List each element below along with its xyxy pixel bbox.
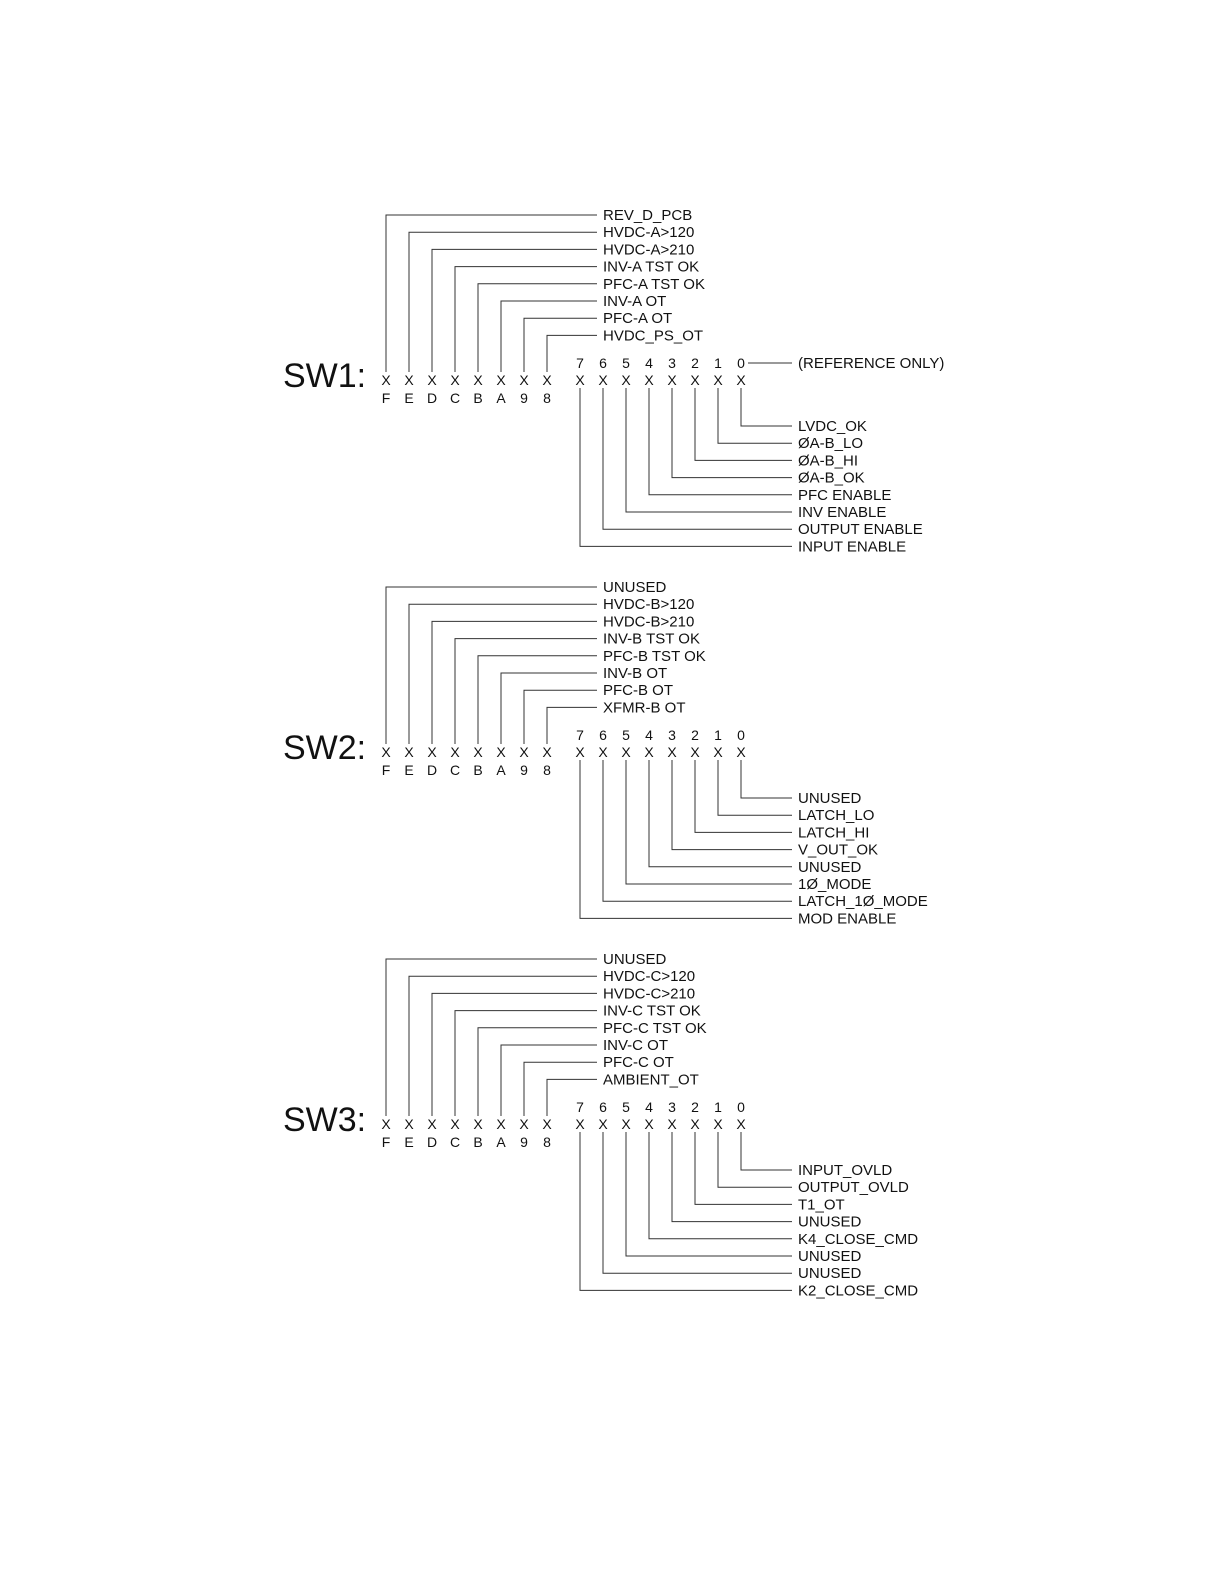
leader-line (524, 1062, 597, 1116)
state-mark: X (690, 744, 700, 760)
bit-index-upper: D (426, 1134, 438, 1150)
bit-index-lower: 7 (576, 355, 584, 371)
state-mark: X (542, 1116, 552, 1132)
bit-index-lower: 5 (622, 355, 630, 371)
state-mark: X (667, 1116, 677, 1132)
bit-index-upper: 8 (543, 390, 551, 406)
bit-index-upper: D (426, 762, 438, 778)
state-mark: X (450, 1116, 460, 1132)
state-mark: X (404, 744, 414, 760)
state-mark: X (427, 1116, 437, 1132)
state-mark: X (381, 372, 391, 388)
state-mark: X (450, 744, 460, 760)
bit-label-upper: XFMR-B OT (603, 699, 686, 717)
leader-line (524, 690, 597, 744)
bit-index-upper: C (449, 762, 461, 778)
bit-index-lower: 1 (714, 1099, 722, 1115)
bit-label-lower: K2_CLOSE_CMD (798, 1282, 919, 1300)
bit-index-lower: 3 (668, 355, 676, 371)
bit-index-upper: A (496, 762, 506, 778)
leader-line (547, 707, 597, 744)
leader-line (547, 335, 597, 372)
bit-label-upper: REV_D_PCB (603, 207, 693, 224)
state-mark: X (575, 744, 585, 760)
bit-label-upper: PFC-B TST OK (603, 647, 706, 665)
state-mark: X (427, 372, 437, 388)
bit-label-lower: T1_OT (798, 1196, 845, 1214)
bit-index-lower: 1 (714, 727, 722, 743)
leader-line (718, 760, 792, 815)
bit-label-upper: UNUSED (603, 951, 667, 968)
leader-line (695, 1132, 792, 1204)
bit-label-lower: OUTPUT ENABLE (798, 521, 923, 539)
bit-index-lower: 5 (622, 1099, 630, 1115)
bit-label-upper: INV-B OT (603, 665, 668, 682)
bit-index-lower: 2 (691, 1099, 699, 1115)
state-mark: X (473, 744, 483, 760)
state-mark: X (542, 744, 552, 760)
leader-line (386, 587, 597, 744)
state-mark: X (644, 744, 654, 760)
bit-label-upper: PFC-C TST OK (603, 1019, 707, 1037)
bit-index-lower: 0 (737, 355, 745, 371)
leader-line (741, 760, 792, 798)
state-mark: X (496, 744, 506, 760)
bit-label-lower: LATCH_LO (798, 807, 875, 825)
bit-index-upper: E (404, 762, 414, 778)
leader-line (672, 760, 792, 850)
state-mark: X (519, 1116, 529, 1132)
leader-line (672, 1132, 792, 1222)
leader-line (695, 388, 792, 460)
leader-line (409, 976, 597, 1116)
state-mark: X (598, 1116, 608, 1132)
bit-label-lower: PFC ENABLE (798, 486, 892, 504)
bit-label-upper: HVDC_PS_OT (603, 327, 704, 345)
bit-index-lower: 4 (645, 1099, 653, 1115)
state-mark: X (519, 744, 529, 760)
bit-label-lower: V_OUT_OK (798, 841, 879, 859)
state-mark: X (519, 372, 529, 388)
bit-label-upper: HVDC-B>120 (603, 596, 695, 614)
bit-index-upper: B (473, 1134, 483, 1150)
state-mark: X (496, 372, 506, 388)
bit-index-lower: 6 (599, 355, 607, 371)
bit-index-upper: A (496, 1134, 506, 1150)
bit-index-upper: F (381, 762, 391, 778)
bit-index-upper: A (496, 390, 506, 406)
bit-label-lower: UNUSED (798, 1265, 862, 1283)
state-mark: X (621, 744, 631, 760)
bit-label-upper: HVDC-C>120 (603, 968, 696, 986)
leader-line (626, 388, 792, 512)
state-mark: X (473, 1116, 483, 1132)
leader-line (580, 388, 792, 546)
state-mark: X (473, 372, 483, 388)
state-mark: X (621, 1116, 631, 1132)
state-mark: X (690, 1116, 700, 1132)
bit-index-upper: E (404, 1134, 414, 1150)
reference-note: (REFERENCE ONLY) (798, 355, 945, 372)
bit-label-lower: ØA-B_HI (798, 452, 859, 470)
switch-label-sw3: SW3: (283, 1101, 367, 1139)
bit-index-upper: 8 (543, 762, 551, 778)
leader-line (649, 760, 792, 867)
bit-label-upper: HVDC-C>210 (603, 985, 696, 1003)
state-mark: X (598, 744, 608, 760)
bit-index-upper: F (381, 1134, 391, 1150)
leader-line (626, 1132, 792, 1256)
leader-line (603, 388, 792, 529)
bit-label-upper: INV-C TST OK (603, 1002, 701, 1020)
state-mark: X (713, 1116, 723, 1132)
state-mark: X (404, 372, 414, 388)
bit-label-upper: PFC-A TST OK (603, 275, 705, 293)
bit-index-lower: 6 (599, 727, 607, 743)
bit-label-upper: PFC-C OT (603, 1054, 674, 1072)
bit-label-upper: HVDC-B>210 (603, 613, 695, 631)
bit-label-upper: INV-B TST OK (603, 630, 700, 648)
state-mark: X (667, 372, 677, 388)
bit-index-lower: 7 (576, 727, 584, 743)
leader-line (603, 1132, 792, 1273)
state-mark: X (381, 744, 391, 760)
bit-label-lower: ØA-B_LO (798, 435, 864, 453)
bit-index-upper: 8 (543, 1134, 551, 1150)
bit-label-upper: UNUSED (603, 579, 667, 596)
bit-index-upper: B (473, 390, 483, 406)
bit-index-upper: 9 (520, 1134, 528, 1150)
bit-index-upper: 9 (520, 390, 528, 406)
bit-label-lower: K4_CLOSE_CMD (798, 1230, 919, 1248)
bit-label-lower: LATCH_HI (798, 824, 870, 842)
bit-label-upper: HVDC-A>210 (603, 241, 695, 259)
bit-index-lower: 0 (737, 727, 745, 743)
leader-line (580, 1132, 792, 1290)
leader-line (741, 1132, 792, 1170)
leader-line (432, 249, 597, 372)
bit-index-upper: B (473, 762, 483, 778)
bit-index-lower: 4 (645, 727, 653, 743)
bit-label-lower: ØA-B_OK (798, 469, 865, 487)
bit-label-lower: LVDC_OK (798, 418, 867, 435)
state-mark: X (713, 372, 723, 388)
leader-line (741, 388, 792, 426)
bit-index-upper: C (449, 1134, 461, 1150)
bit-label-upper: INV-C OT (603, 1037, 669, 1054)
bit-index-upper: C (449, 390, 461, 406)
state-mark: X (736, 1116, 746, 1132)
leader-line (432, 621, 597, 744)
bit-label-lower: UNUSED (798, 790, 862, 807)
bit-index-lower: 3 (668, 1099, 676, 1115)
bit-index-upper: D (426, 390, 438, 406)
bit-label-lower: INPUT_OVLD (798, 1162, 893, 1179)
bit-label-upper: AMBIENT_OT (603, 1071, 699, 1089)
leader-line (718, 1132, 792, 1187)
state-mark: X (542, 372, 552, 388)
leader-line (718, 388, 792, 443)
bit-label-upper: INV-A TST OK (603, 258, 700, 276)
bit-index-lower: 1 (714, 355, 722, 371)
bit-label-lower: UNUSED (798, 858, 862, 876)
bit-index-lower: 7 (576, 1099, 584, 1115)
state-mark: X (575, 372, 585, 388)
leader-line (695, 760, 792, 832)
bit-index-lower: 5 (622, 727, 630, 743)
switch-label-sw2: SW2: (283, 729, 367, 767)
bit-label-lower: 1Ø_MODE (798, 876, 872, 893)
leader-line (409, 232, 597, 372)
bit-label-upper: HVDC-A>120 (603, 224, 695, 242)
state-mark: X (575, 1116, 585, 1132)
state-mark: X (427, 744, 437, 760)
leader-line (547, 1079, 597, 1116)
bit-label-lower: OUTPUT_OVLD (798, 1179, 909, 1197)
state-mark: X (713, 744, 723, 760)
bit-label-lower: UNUSED (798, 1248, 862, 1265)
leader-line (524, 318, 597, 372)
bit-index-lower: 4 (645, 355, 653, 371)
leader-line (649, 1132, 792, 1239)
bit-label-lower: MOD ENABLE (798, 910, 897, 928)
bit-index-upper: 9 (520, 762, 528, 778)
leader-line (672, 388, 792, 478)
leader-line (603, 760, 792, 901)
state-mark: X (690, 372, 700, 388)
bit-label-lower: LATCH_1Ø_MODE (798, 893, 928, 911)
leader-line (386, 959, 597, 1116)
bit-label-lower: INPUT ENABLE (798, 538, 907, 556)
leader-line (626, 760, 792, 884)
leader-line (580, 760, 792, 918)
state-mark: X (598, 372, 608, 388)
bit-index-lower: 3 (668, 727, 676, 743)
state-mark: X (381, 1116, 391, 1132)
state-mark: X (644, 1116, 654, 1132)
state-mark: X (496, 1116, 506, 1132)
leader-line (649, 388, 792, 495)
bit-index-upper: E (404, 390, 414, 406)
bit-index-lower: 2 (691, 355, 699, 371)
state-mark: X (621, 372, 631, 388)
leader-line (409, 604, 597, 744)
bit-label-lower: UNUSED (798, 1213, 862, 1231)
state-mark: X (404, 1116, 414, 1132)
state-mark: X (667, 744, 677, 760)
bit-label-upper: INV-A OT (603, 293, 667, 310)
state-mark: X (644, 372, 654, 388)
bit-label-upper: PFC-A OT (603, 310, 673, 328)
leader-line (386, 215, 597, 372)
state-mark: X (736, 372, 746, 388)
bit-label-upper: PFC-B OT (603, 682, 673, 700)
switch-label-sw1: SW1: (283, 357, 367, 395)
bit-label-lower: INV ENABLE (798, 504, 887, 521)
state-mark: X (736, 744, 746, 760)
bit-index-lower: 2 (691, 727, 699, 743)
bit-index-lower: 6 (599, 1099, 607, 1115)
leader-line (432, 993, 597, 1116)
state-mark: X (450, 372, 460, 388)
bit-index-upper: F (381, 390, 391, 406)
bit-index-lower: 0 (737, 1099, 745, 1115)
